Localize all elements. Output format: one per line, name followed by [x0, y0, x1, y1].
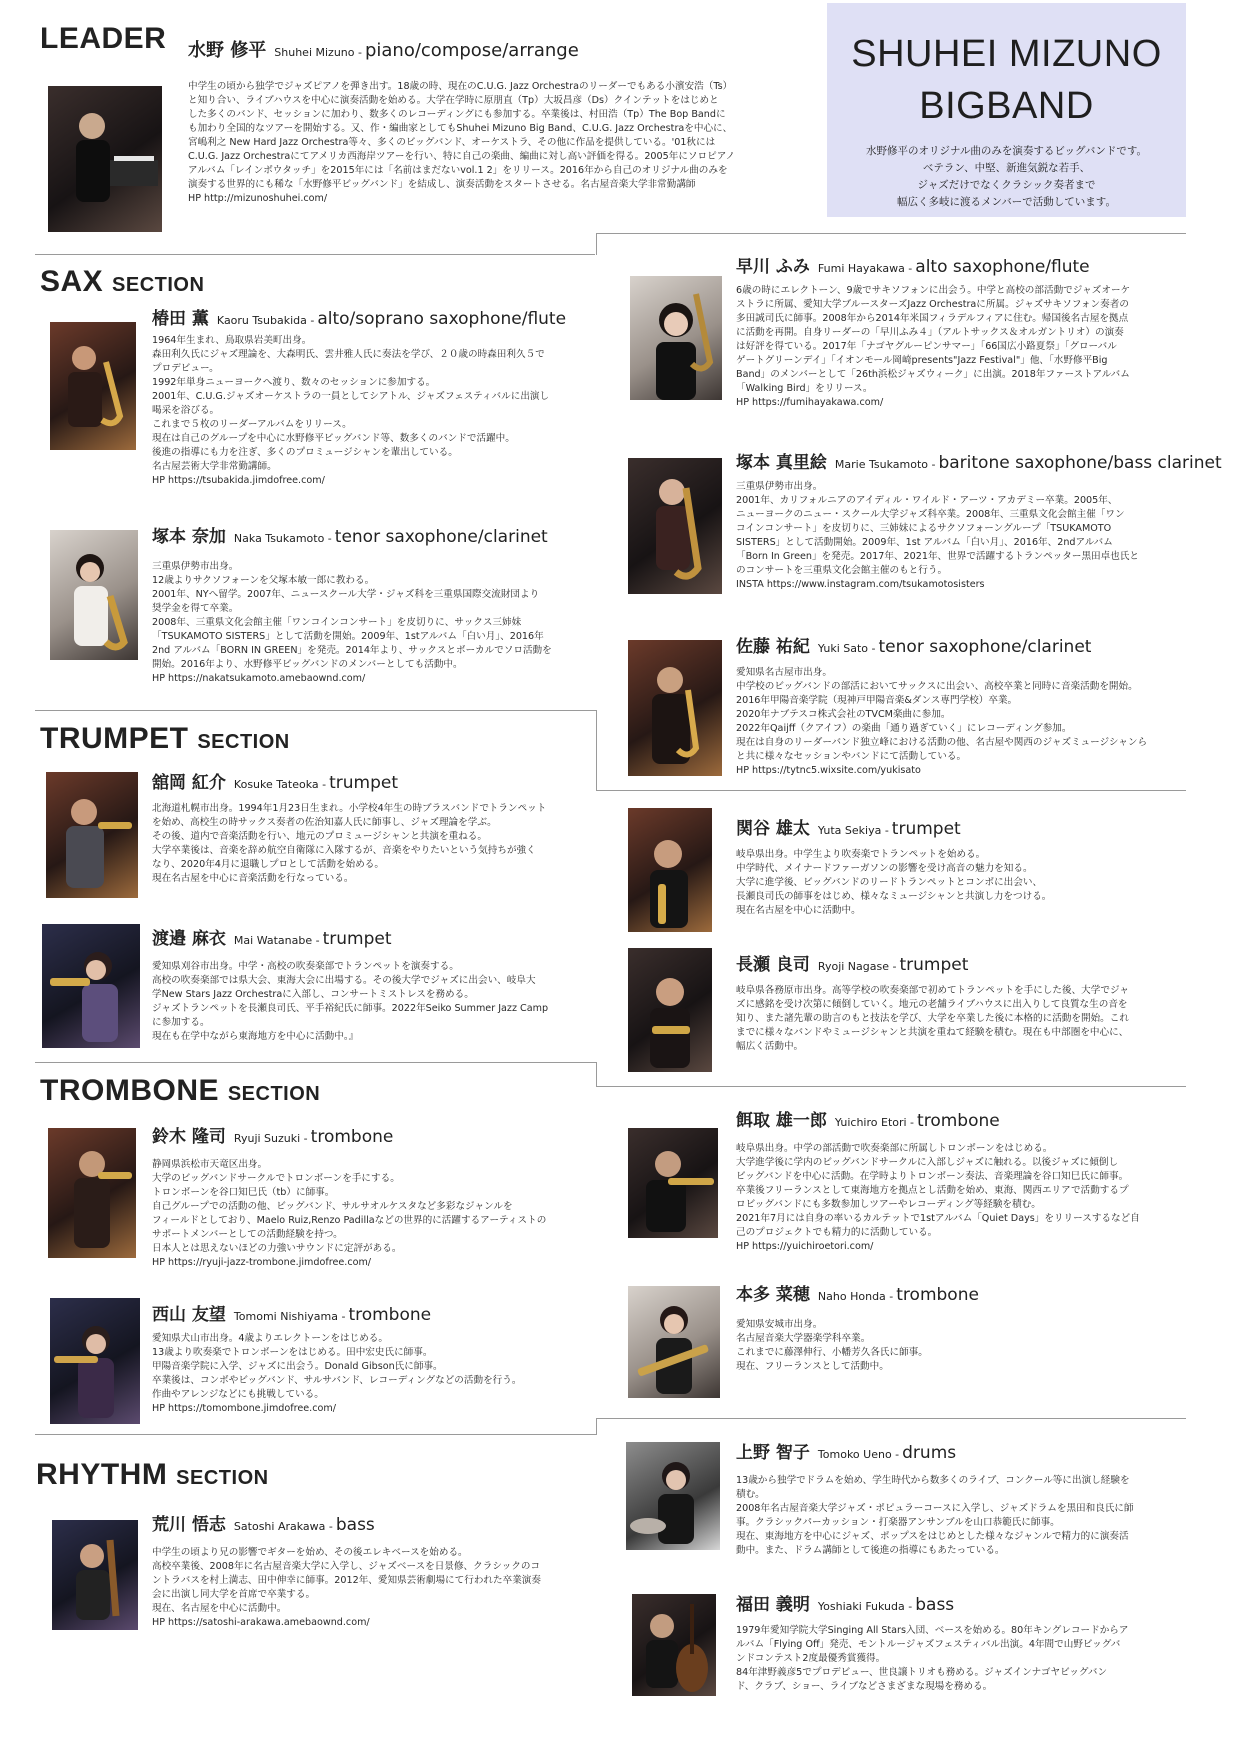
- member-bio-arakawa: 中学生の頃より兄の影響でギターを始め、その後エレキベースを始める。 高校卒業後、2008年に名古屋音楽大学に入学し、ジャズベースを日景修、クラシックのコ ントラバスを村上満志、田中伸幸に師事。2012年、愛知県芸術劇場にて行われた卒業演奏 会に出演し同大学を首席で卒業する。 現在、名古屋を中心に活動中。 HP https://satoshi-arakawa.amebaownd.com/: [152, 1546, 592, 1630]
- divider: [596, 1062, 597, 1086]
- divider: [35, 1062, 597, 1063]
- sato-homepage-link[interactable]: HP https://tytnc5.wixsite.com/yukisato: [736, 765, 921, 776]
- member-name-naka: 塚本 奈加 Naka Tsukamoto - tenor saxophone/clarinet: [152, 527, 548, 547]
- divider: [596, 790, 1186, 791]
- member-bio-naka: 三重県伊勢市出身。 12歳よりサクソフォーンを父塚本敏一郎に教わる。 2001年、NYへ留学。2007年、ニュースクール大学・ジャズ科を三重県国際交流財団より 奨学金を得て卒業。 2008年、三重県文化会館主催「ワンコインコンサート」を皮切りに、サックス三姉妹 「TSUKAMOTO SISTERS」として活動を開始。2009年、1stアルバム「白い月」、2016年 2nd アルバム「BORN IN GREEN」を発売。2014年より、サックスとボーカルでソロ活動を 開始。2016年より、水野修平ビッグバンドのメンバーとしても活動中。 HP https://nakatsukamoto.amebaownd.com/: [152, 560, 572, 686]
- member-bio-nishiyama: 愛知県犬山市出身。4歳よりエレクトーンをはじめる。 13歳より吹奏楽でトロンボーンをはじめる。田中宏史氏に師事。 甲陽音楽学院に入学、ジャズに出会う。Donald Gibson氏に師事。 卒業後は、コンボやビッグバンド、サルサバンド、レコーディングなどの活動を行う。 作曲やアレンジなどにも挑戦している。 HP https://tomombone.jimdofree.com/: [152, 1332, 592, 1416]
- divider: [596, 1086, 1186, 1087]
- leader-name-en: Shuhei Mizuno -: [274, 46, 362, 59]
- tsubakida-homepage-link[interactable]: HP https://tsubakida.jimdofree.com/: [152, 475, 325, 486]
- etori-photo: [628, 1128, 718, 1238]
- arakawa-photo: [52, 1520, 138, 1630]
- band-info-box: [827, 3, 1186, 217]
- marie-photo: [628, 458, 722, 594]
- member-bio-tsubakida: 1964年生まれ、鳥取県岩美町出身。 森田利久氏にジャズ理論を、大森明氏、雲井雅人氏に奏法を学び、２０歳の時森田利久５で プロデビュー。 1992年単身ニューヨークへ渡り、数々のセッションに参加する。 2001年、C.U.G.ジャズオーケストラの一員としてシアトル、ジャズフェスティバルに出演し 喝采を浴びる。 これまで５枚のリーダーアルバムをリリース。 現在は自己のグループを中心に水野修平ビッグバンド等、数多くのバンドで活躍中。 後進の指導にも力を注ぎ、多くのプロミュージシャンを輩出している。 名古屋芸術大学非常勤講師。 HP https://tsubakida.jimdofree.com/: [152, 334, 572, 488]
- hayakawa-homepage-link[interactable]: HP https://fumihayakawa.com/: [736, 397, 884, 408]
- member-bio-nagase: 岐阜県各務原市出身。高等学校の吹奏楽部で初めてトランペットを手にした後、大学でジャ ズに感銘を受け次第に傾倒していく。地元の老舗ライブハウスに出入りして良質な生の音を 知り、また諸先輩の助言のもと技法を学び、大学を卒業した後に本格的に活動を開始。これ までに様々なバンドやミュージシャンと共演を重ねて経験を積む。現在も中部圏を中心に、 幅広く活動中。: [736, 985, 1129, 1052]
- member-bio-ueno: 13歳から独学でドラムを始め、学生時代から数多くのライブ、コンクール等に出演し経験を 積む。 2008年名古屋音楽大学ジャズ・ポピュラーコースに入学し、ジャズドラムを黒田和良氏に師 事。クラシックパーカッション・打楽器アンサンブルを山口恭範氏に師事。 現在、東海地方を中心にジャズ、ポップスをはじめとした様々なジャンルで精力的に演奏活 動中。また、ドラム講師として後進の指導にもあたっている。: [736, 1475, 1134, 1556]
- fukuda-photo: [632, 1594, 716, 1696]
- divider: [35, 1434, 597, 1435]
- band-title-line2: BIGBAND: [919, 85, 1094, 127]
- trumpet-section-title: TRUMPET SECTION: [40, 722, 290, 755]
- member-bio-hayakawa: 6歳の時にエレクトーン、9歳でサキソフォンに出会う。中学と高校の部活動でジャズオーケ ストラに所属、愛知大学ブルースターズJazz Orchestraに所属。ジャズサキソフォン奏者の 多田誠司氏に師事。2008年から2014年米国フィラデルフィアに住む。帰国後名古屋を拠点 に活動を再開。自身リーダーの「早川ふみ４」（アルトサックス＆オルガントリオ）の演奏 は好評を得ている。2017年「ナゴヤグルーピンサマー」「66国広小路夏祭」「グローバル ゲートグリーンデイ」「イオンモール岡崎presents"Jazz Festival"」他、「水野修平Big Band」のメンバーとして「26th浜松ジャズウィーク」に出演。2018年ファーストアルバム 「Walking Bird」をリリース。 HP https://fumihayakawa.com/: [736, 284, 1176, 410]
- member-name-sekiya: 関谷 雄太 Yuta Sekiya - trumpet: [736, 819, 961, 839]
- hayakawa-photo: [630, 276, 722, 400]
- honda-photo: [628, 1286, 720, 1398]
- watanabe-photo: [42, 924, 140, 1048]
- sato-photo: [628, 640, 722, 776]
- rhythm-section-title: RHYTHM SECTION: [36, 1458, 269, 1491]
- arakawa-homepage-link[interactable]: HP https://satoshi-arakawa.amebaownd.com/: [152, 1617, 370, 1628]
- member-name-arakawa: 荒川 悟志 Satoshi Arakawa - bass: [152, 1515, 375, 1535]
- member-bio-sekiya: 岐阜県出身。中学生より吹奏楽でトランペットを始める。 中学時代、メイナードファーガソンの影響を受け高音の魅力を知る。 大学に進学後、ビッグバンドのリードトランペットとコンボに出会い、 長瀬良司氏の師事をはじめ、様々なミュージシャンと共演し力をつける。 現在名古屋を中心に活動中。: [736, 849, 1052, 916]
- etori-homepage-link[interactable]: HP https://yuichiroetori.com/: [736, 1241, 874, 1252]
- tsubakida-photo: [50, 322, 136, 450]
- leader-bio: 中学生の頃から独学でジャズピアノを弾き出す。18歳の時、現在のC.U.G. Jazz Orchestraのリーダーでもある小濱安浩（Ts） と知り合い、ライブハウスを中心に演奏活動を始める。大学在学時に原朋直（Tp）大坂昌彦（Ds）クインテットをはじめと した多くのバンド、セッションに加わり、数多くのレコーディングにも参加する。卒業後は、村田浩（Tp）The Bop Bandに も加わり全国的なツアーを開始する。又、作・編曲家としてもShuhei Mizuno Big Band、C.U.G. Jazz Orchestraを中心に、 宮嶋利之 New Hard Jazz Orchestra等々、多くのビッグバンド、オーケストラ、その他に作品を提供している。'01秋には C.U.G. Jazz Orchestraにてアメリカ西海岸ツアーを行い、特に自己の楽曲、編曲に対し高い評価を得る。2005年にソロピアノ アルバム「レインボウタッチ」を2015年には「名前はまだないvol.1 2」をリリース。2016年から自己のオリジナル曲のみを 演奏する世界的にも稀な「水野修平ビッグバンド」を結成し、演奏活動をスタートさせる。名古屋音楽大学非常勤講師 HP http://mizunoshuhei.com/: [188, 80, 788, 206]
- member-name-ueno: 上野 智子 Tomoko Ueno - drums: [736, 1443, 957, 1463]
- tateoka-photo: [46, 772, 138, 898]
- leader-photo: [48, 86, 162, 232]
- ueno-photo: [626, 1442, 720, 1550]
- member-name-sato: 佐藤 祐紀 Yuki Sato - tenor saxophone/clarinet: [736, 637, 1092, 657]
- divider: [596, 233, 1186, 234]
- member-name-nagase: 長瀬 良司 Ryoji Nagase - trumpet: [736, 955, 969, 975]
- member-bio-sato: 愛知県名古屋市出身。 中学校のビッグバンドの部活においてサックスに出会い、高校卒業と同時に音楽活動を開始。 2016年甲陽音楽学院（現神戸甲陽音楽&ダンス専門学校）卒業。 2020年ナブテスコ株式会社のTVCM楽曲に参加。 2022年Qaijff（クアイフ）の楽曲「通り過ぎていく」にレコーディング参加。 現在は自身のリーダーバンド独立峰における活動の他、名古屋や関西のジャズミュージシャンら と共に様々なセッションやバンドにて活動している。 HP https://tytnc5.wixsite.com/yukisato: [736, 666, 1176, 778]
- member-name-fukuda: 福田 義明 Yoshiaki Fukuda - bass: [736, 1595, 955, 1615]
- trombone-section-title: TROMBONE SECTION: [40, 1074, 321, 1107]
- nishiyama-photo: [50, 1298, 140, 1424]
- member-name-marie: 塚本 真里絵 Marie Tsukamoto - baritone saxophone/bass clarinet: [736, 453, 1222, 473]
- member-name-honda: 本多 菜穂 Naho Honda - trombone: [736, 1285, 979, 1305]
- nagase-photo: [628, 948, 712, 1072]
- leader-section-title: LEADER: [40, 22, 167, 55]
- nishiyama-homepage-link[interactable]: HP https://tomombone.jimdofree.com/: [152, 1403, 336, 1414]
- leader-name-jp: 水野 修平: [188, 40, 267, 61]
- member-name-watanabe: 渡邉 麻衣 Mai Watanabe - trumpet: [152, 929, 392, 949]
- suzuki-homepage-link[interactable]: HP https://ryuji-jazz-trombone.jimdofree.com/: [152, 1257, 372, 1268]
- member-name-suzuki: 鈴木 隆司 Ryuji Suzuki - trombone: [152, 1127, 394, 1147]
- divider: [596, 710, 597, 790]
- sax-section-title: SAX SECTION: [40, 265, 205, 298]
- leader-name: [188, 36, 579, 62]
- member-bio-watanabe: 愛知県刈谷市出身。中学・高校の吹奏楽部でトランペットを演奏する。 高校の吹奏楽部では県大会、東海大会に出場する。その後大学でジャズに出会い、岐阜大 学New Stars Jazz Orchestraに入部し、コンサートミストレスを務める。 ジャズトランペットを長瀬良司氏、平手裕紀氏に師事。2022年Seiko Summer Jazz Camp に参加する。 現在も在学中ながら東海地方を中心に活動中。』: [152, 961, 549, 1042]
- member-name-tateoka: 舘岡 紅介 Kosuke Tateoka - trumpet: [152, 773, 399, 793]
- divider: [35, 254, 595, 255]
- sekiya-photo: [628, 808, 712, 932]
- member-name-etori: 餌取 雄一郎 Yuichiro Etori - trombone: [736, 1111, 1000, 1131]
- member-bio-fukuda: 1979年愛知学院大学Singing All Stars入団、ベースを始める。80年キングレコードからア ルバム「Flying Off」発売、モントルージャズフェスティバル出演。4年間で山野ビッグバ ンドコンテスト2度最優秀賞獲得。 84年津野義彦5でプロデビュー、世良譲トリオも務める。ジャズインナゴヤビッグバン ド、クラブ、ショー、ライブなどさまざまな現場を務める。: [736, 1625, 1129, 1692]
- divider: [596, 233, 597, 255]
- naka-homepage-link[interactable]: HP https://nakatsukamoto.amebaownd.com/: [152, 673, 366, 684]
- divider: [596, 1418, 597, 1434]
- band-title-line1: SHUHEI MIZUNO: [851, 33, 1162, 75]
- band-description: 水野修平のオリジナル曲のみを演奏するビッグバンドです。 ベテラン、中堅、新進気鋭な若手、 ジャズだけでなくクラシック奏者まで 幅広く多岐に渡るメンバーで活動しています。: [865, 145, 1148, 208]
- suzuki-photo: [48, 1128, 136, 1258]
- member-name-tsubakida: 椿田 薫 Kaoru Tsubakida - alto/soprano saxophone/flute: [152, 309, 567, 329]
- member-bio-honda: 愛知県安城市出身。 名古屋音楽大学器楽学科卒業。 これまでに藤澤伸行、小幡芳久各氏に師事。 現在、フリーランスとして活動中。: [736, 1319, 928, 1372]
- member-bio-etori: 岐阜県出身。中学の部活動で吹奏楽部に所属しトロンボーンをはじめる。 大学進学後に学内のビッグバンドサークルに入部しジャズに触れる。以後ジャズに傾倒し ビッグバンドを中心に活動。在学時よりトロンボーン奏法、音楽理論を谷口知巳氏に師事。 卒業後フリーランスとして東海地方を拠点とし活動を始め、東海、関西エリアで活動するプ ロビッグバンドにも多数参加しツアーやレコーディング等経験を積む。 2021年7月には自身の率いるカルテットで1stアルバム「Quiet Days」をリリースするなど自 己のプロジェクトでも精力的に活動している。 HP https://yuichiroetori.com/: [736, 1142, 1176, 1254]
- member-bio-marie: 三重県伊勢市出身。 2001年、カリフォルニアのアイディル・ワイルド・アーツ・アカデミー卒業。2005年、 ニューヨークのニュー・スクール大学ジャズ科卒業。2008年、三重県文化会館主催「ワン コインコンサート」を皮切りに、三姉妹によるサクソフォーングループ「TSUKAMOTO SISTERS」として活動開始。2009年、1st アルバム「白い月」、2016年、2ndアルバム 「Born In Green」を発売。2017年、2021年、世界で活躍するトランペッター黒田卓也氏と のコンサートを三重県文化会館主催のもと行う。 INSTA https://www.instagram.com/tsukamotosisters: [736, 480, 1176, 592]
- leader-homepage-link[interactable]: HP http://mizunoshuhei.com/: [188, 193, 328, 204]
- member-name-nishiyama: 西山 友望 Tomomi Nishiyama - trombone: [152, 1305, 432, 1325]
- member-bio-suzuki: 静岡県浜松市天竜区出身。 大学のビッグバンドサークルでトロンボーンを手にする。 トロンボーンを谷口知巳氏（tb）に師事。 自己グループでの活動の他、ビッグバンド、サルサオルケスタなど多彩なジャンルを フィールドとしており、Maelo Ruiz,Renzo Padillaなどの世界的に活躍するアーティストの サポートメンバーとしての活動経験を持つ。 日本人とは思えないほどの力強いサウンドに定評がある。 HP https://ryuji-jazz-trombone.jimdofree.com/: [152, 1158, 592, 1270]
- member-bio-tateoka: 北海道札幌市出身。1994年1月23日生まれ。小学校4年生の時ブラスバンドでトランペット を始め、高校生の時サックス奏者の佐治知嘉人氏に師事し、ジャズ理論を学ぶ。 その後、道内で音楽活動を行い、地元のプロミュージシャンと共演を重ねる。 大学卒業後は、音楽を辞め航空自衛隊に入隊するが、音楽をやりたいという気持ちが強く なり、2020年4月に退職しプロとして活動を始める。 現在名古屋を中心に音楽活動を行なっている。: [152, 803, 547, 884]
- marie-instagram-link[interactable]: INSTA https://www.instagram.com/tsukamotosisters: [736, 579, 985, 590]
- member-name-hayakawa: 早川 ふみ Fumi Hayakawa - alto saxophone/flute: [736, 257, 1090, 277]
- divider: [596, 1418, 1186, 1419]
- naka-photo: [50, 530, 138, 660]
- leader-instrument: piano/compose/arrange: [364, 40, 579, 61]
- divider: [35, 710, 597, 711]
